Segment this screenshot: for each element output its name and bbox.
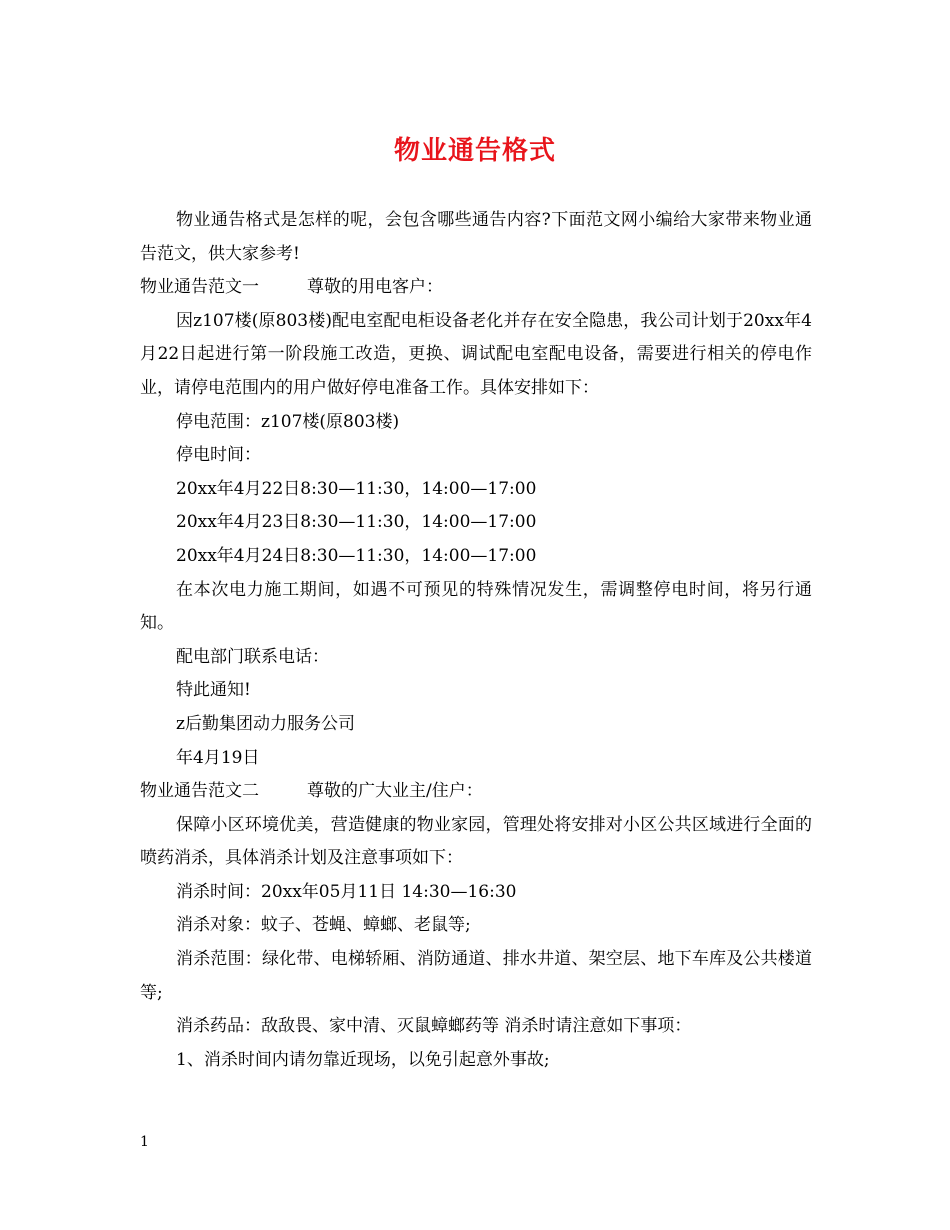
page-number: 1 <box>140 1134 149 1150</box>
sample1-paragraph-notice: 在本次电力施工期间，如遇不可预见的特殊情况发生，需调整停电时间，将另行通知。 <box>140 579 812 634</box>
sample2-notice-item-1: 1、消杀时间内请勿靠近现场，以免引起意外事故; <box>176 1049 550 1070</box>
sample2-salutation: 尊敬的广大业主/住户： <box>307 781 483 802</box>
sample1-heading-line <box>140 271 812 305</box>
document-body <box>140 204 812 1077</box>
sample1-salutation: 尊敬的用电客户： <box>307 277 443 298</box>
sample1-signature-date: 年4月19日 <box>176 747 260 768</box>
sample1-contact-phone: 配电部门联系电话： <box>176 646 329 667</box>
sample2-disinfection-time: 消杀时间：20xx年05月11日 14:30—16:30 <box>176 881 517 902</box>
sample1-closing: 特此通知! <box>176 680 251 701</box>
sample1-outage-range: 停电范围：z107楼(原803楼) <box>176 411 400 432</box>
sample2-paragraph-intro: 保障小区环境优美，营造健康的物业家园，管理处将安排对小区公共区域进行全面的喷药消杀，具体消杀计划及注意事项如下： <box>140 814 812 869</box>
sample1-outage-day-3: 20xx年4月24日8:30—11:30，14:00—17:00 <box>176 545 537 566</box>
sample1-paragraph-reason: 因z107楼(原803楼)配电室配电柜设备老化并存在安全隐患，我公司计划于20xx年4月22日起进行第一阶段施工改造，更换、调试配电室配电设备，需要进行相关的停电作业，请停电范围内的用户做好停电准备工作。具体安排如下： <box>140 310 812 398</box>
sample1-signature-company: z后勤集团动力服务公司 <box>176 713 355 734</box>
document-title: 物业通告格式 <box>393 136 556 166</box>
sample2-disinfection-chemicals: 消杀药品：敌敌畏、家中清、灭鼠蟑螂药等 消杀时请注意如下事项： <box>176 1016 692 1037</box>
sample2-disinfection-range: 消杀范围：绿化带、电梯轿厢、消防通道、排水井道、架空层、地下车库及公共楼道等; <box>140 949 812 1003</box>
sample1-outage-day-2: 20xx年4月23日8:30—11:30，14:00—17:00 <box>176 512 537 533</box>
intro-paragraph: 物业通告格式是怎样的呢，会包含哪些通告内容?下面范文网小编给大家带来物业通告范文，供大家参考! <box>140 210 812 264</box>
sample1-outage-day-1: 20xx年4月22日8:30—11:30，14:00—17:00 <box>176 478 537 499</box>
sample1-heading: 物业通告范文一 <box>140 277 259 298</box>
sample1-outage-time-label: 停电时间： <box>176 445 261 466</box>
sample2-heading-line <box>140 775 812 809</box>
sample2-disinfection-targets: 消杀对象：蚊子、苍蝇、蟑螂、老鼠等; <box>176 915 471 936</box>
sample2-heading: 物业通告范文二 <box>140 781 259 802</box>
